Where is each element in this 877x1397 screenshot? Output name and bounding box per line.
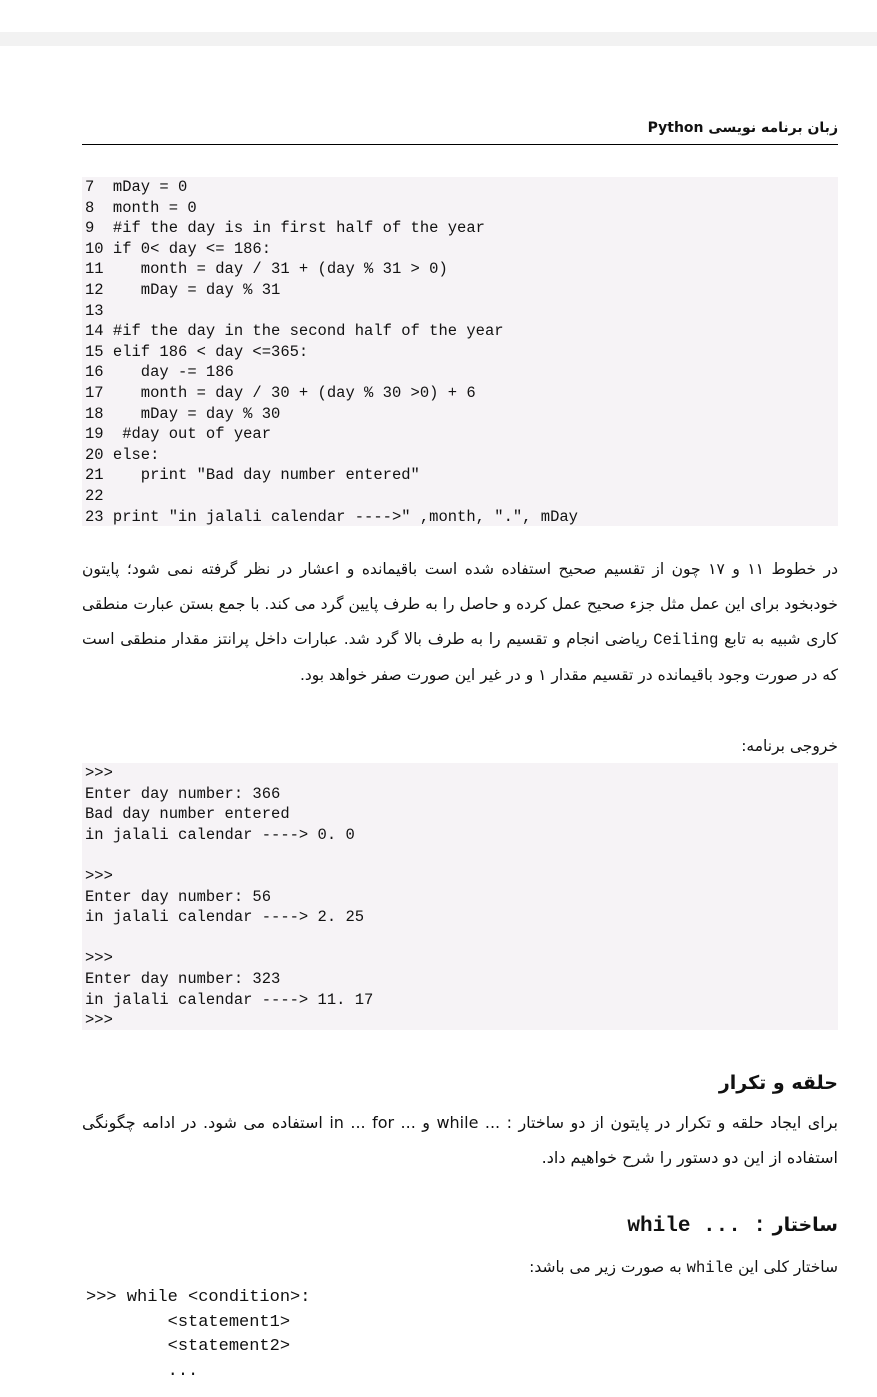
output-listing <box>82 763 838 1030</box>
ceiling-function: Ceiling <box>653 631 719 649</box>
code-line <box>85 845 838 866</box>
code-line: 22 <box>85 486 104 505</box>
code-line: in jalali calendar ----> 0. 0 <box>85 825 355 844</box>
while-intro <box>82 1250 838 1286</box>
code-line: 20 else: <box>85 445 160 464</box>
code-line: 17 month = day / 30 + (day % 30 >0) + 6 <box>85 383 476 402</box>
code-line: 11 month = day / 31 + (day % 31 > 0) <box>85 260 448 279</box>
code-line: Enter day number: 366 <box>85 784 281 803</box>
code-line: in jalali calendar ----> 2. 25 <box>85 908 365 927</box>
while-syntax <box>86 1286 310 1384</box>
code-line <box>85 928 838 949</box>
code-line: 18 mDay = day % 30 <box>85 404 281 423</box>
explanation-text-2: ریاضی انجام و تقسیم را به طرف بالا گرد شد. عبارات داخل پرانتز مقدار منطقی است که در صورت وجود باقیمانده در تقسیم مقدار ۱ و در غیر این صورت صفر خواهد بود. <box>82 630 838 684</box>
while-intro-before: ساختار کلی این <box>738 1258 838 1276</box>
code-line: 12 mDay = day % 31 <box>85 280 281 299</box>
explanation-paragraph <box>82 552 838 693</box>
while-heading-fa: ساختار <box>772 1214 838 1236</box>
code-line: 10 if 0< day <= 186: <box>85 239 272 258</box>
while-heading <box>627 1214 838 1238</box>
code-line: 9 #if the day is in first half of the year <box>85 219 485 238</box>
code-line: 21 print "Bad day number entered" <box>85 466 420 485</box>
code-line: Enter day number: 323 <box>85 969 281 988</box>
code-line: >>> <box>85 1011 113 1030</box>
code-line: 19 #day out of year <box>85 425 272 444</box>
code-line: Bad day number entered <box>85 805 290 824</box>
code-line: ... <box>86 1361 199 1381</box>
code-line: >>> <box>85 949 113 968</box>
code-line: <statement1> <box>86 1312 291 1332</box>
code-line: >>> <box>85 866 113 885</box>
page-header <box>82 120 838 145</box>
code-line: >>> <box>85 764 113 782</box>
code-line: 15 elif 186 < day <=365: <box>85 342 309 361</box>
explanation-text-1: در خطوط ۱۱ و ۱۷ چون از تقسیم صحیح استفاده شده است باقیمانده و اعشار در نظر گرفته نمی شود؛ پایتون خودبخود برای این عمل مثل جزء صحیح عمل کرده و حاصل را به طرف پایین گرد می کند. با جمع بستن عبارت منطقی کاری شبیه به تابع <box>82 560 839 648</box>
while-heading-code: while ... : <box>627 1215 767 1238</box>
code-line: 14 #if the day in the second half of the year <box>85 322 504 341</box>
code-line: 13 <box>85 301 104 320</box>
loop-paragraph: برای ایجاد حلقه و تکرار در پایتون از دو ساختار : ... while و ... in ... for استفاده می شود. در ادامه چگونگی استفاده از این دو دستور را شرح خواهیم داد. <box>82 1113 839 1167</box>
code-line: 16 day -= 186 <box>85 363 234 382</box>
loop-heading: حلقه و تکرار <box>718 1072 838 1094</box>
code-line: 8 month = 0 <box>85 198 197 217</box>
code-line: 23 print "in jalali calendar ---->" ,month, ".", mDay <box>85 507 578 526</box>
header-title-fa: زبان برنامه نویسی <box>708 120 838 136</box>
while-intro-code: while <box>686 1259 734 1277</box>
code-listing <box>82 177 838 526</box>
code-line: <statement2> <box>86 1337 291 1356</box>
while-intro-after: به صورت زیر می باشد: <box>529 1258 682 1276</box>
top-band <box>0 32 877 46</box>
output-label: خروجی برنامه: <box>741 737 838 755</box>
code-line: >>> while <condition>: <box>86 1288 311 1307</box>
header-title-en: Python <box>647 120 704 136</box>
code-line: Enter day number: 56 <box>85 887 272 906</box>
code-line: in jalali calendar ----> 11. 17 <box>85 990 374 1009</box>
code-line: 7 mDay = 0 <box>85 178 188 196</box>
